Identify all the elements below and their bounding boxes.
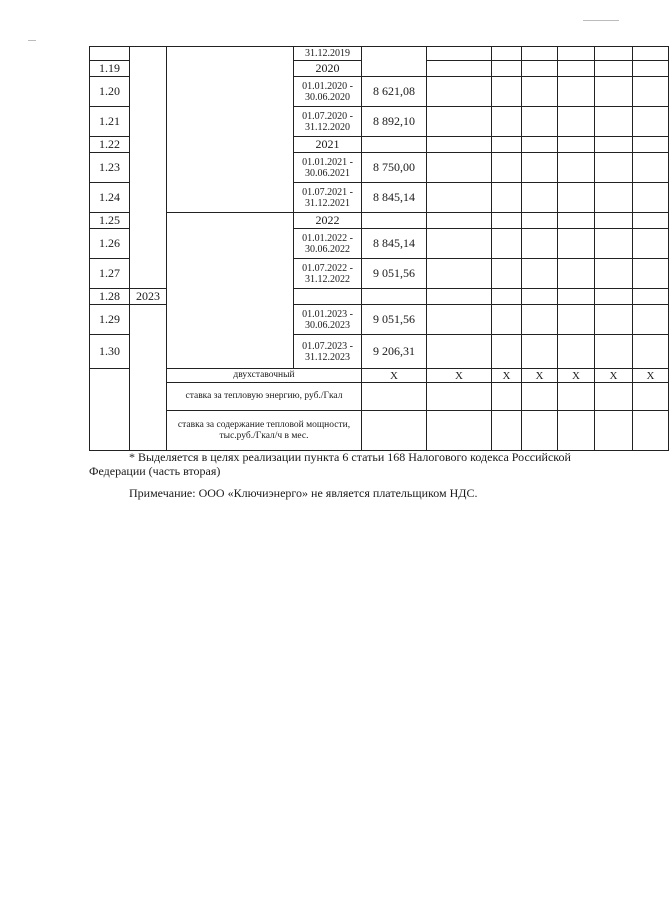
empty-cell <box>558 153 595 183</box>
empty-cell <box>558 305 595 335</box>
price-cell: 9 051,56 <box>362 305 427 335</box>
blank-cell <box>167 47 294 213</box>
year-cell: 2020 <box>294 61 362 77</box>
empty-cell <box>522 77 558 107</box>
notes-block <box>89 450 619 500</box>
empty-cell <box>492 183 522 213</box>
empty-cell <box>595 411 633 451</box>
price-cell: 9 051,56 <box>362 259 427 289</box>
row-number: 1.20 <box>90 77 130 107</box>
empty-cell <box>362 411 427 451</box>
empty-cell <box>522 383 558 411</box>
empty-cell <box>595 183 633 213</box>
period-cell: 01.07.2023 - 31.12.2023 <box>294 335 362 369</box>
table-row <box>90 369 669 383</box>
empty-cell <box>633 77 669 107</box>
empty-cell <box>595 259 633 289</box>
empty-cell <box>558 213 595 229</box>
empty-cell <box>294 289 362 305</box>
empty-cell <box>522 153 558 183</box>
x-mark: Х <box>427 369 492 383</box>
empty-cell <box>427 47 492 61</box>
empty-cell <box>427 411 492 451</box>
empty-cell <box>595 47 633 61</box>
empty-cell <box>427 335 492 369</box>
empty-cell <box>558 229 595 259</box>
empty-cell <box>558 137 595 153</box>
empty-cell <box>595 335 633 369</box>
empty-cell <box>522 335 558 369</box>
empty-cell <box>633 305 669 335</box>
energy-rate-label: ставка за тепловую энергию, руб./Гкал <box>167 383 362 411</box>
x-mark: Х <box>595 369 633 383</box>
blank-cell <box>90 369 130 451</box>
empty-cell <box>558 411 595 451</box>
empty-cell <box>633 137 669 153</box>
empty-cell <box>492 213 522 229</box>
empty-cell <box>362 289 427 305</box>
row-number: 1.23 <box>90 153 130 183</box>
scan-mark <box>28 40 36 41</box>
year-cell: 2021 <box>294 137 362 153</box>
empty-cell <box>558 47 595 61</box>
blank-cell <box>130 47 167 289</box>
row-number: 1.22 <box>90 137 130 153</box>
row-number <box>90 47 130 61</box>
empty-cell <box>362 383 427 411</box>
table-row <box>90 411 669 451</box>
period-cell: 01.01.2020 - 30.06.2020 <box>294 77 362 107</box>
period-cell: 01.01.2023 - 30.06.2023 <box>294 305 362 335</box>
scan-mark <box>583 20 619 21</box>
empty-cell <box>558 335 595 369</box>
empty-cell <box>633 383 669 411</box>
empty-cell <box>522 107 558 137</box>
empty-cell <box>492 411 522 451</box>
empty-cell <box>633 289 669 305</box>
empty-cell <box>427 183 492 213</box>
empty-cell <box>427 107 492 137</box>
x-mark: Х <box>492 369 522 383</box>
year-cell: 2023 <box>130 289 167 305</box>
empty-cell <box>633 47 669 61</box>
period-cell: 01.07.2020 - 31.12.2020 <box>294 107 362 137</box>
empty-cell <box>427 153 492 183</box>
empty-cell <box>595 107 633 137</box>
empty-cell <box>633 259 669 289</box>
row-number: 1.26 <box>90 229 130 259</box>
empty-cell <box>427 383 492 411</box>
empty-cell <box>492 61 522 77</box>
footnote: * Выделяется в целях реализации пункта 6 статьи 168 Налогового кодекса Российской Федерации (часть вторая) <box>89 450 571 478</box>
empty-cell <box>522 305 558 335</box>
empty-cell <box>492 137 522 153</box>
empty-cell <box>427 77 492 107</box>
empty-cell <box>522 183 558 213</box>
empty-cell <box>522 213 558 229</box>
empty-cell <box>427 259 492 289</box>
empty-cell <box>633 153 669 183</box>
empty-cell <box>558 107 595 137</box>
empty-cell <box>427 213 492 229</box>
x-mark: Х <box>558 369 595 383</box>
empty-cell <box>633 183 669 213</box>
row-number: 1.28 <box>90 289 130 305</box>
empty-cell <box>595 61 633 77</box>
row-number: 1.24 <box>90 183 130 213</box>
empty-cell <box>522 229 558 259</box>
empty-cell <box>522 137 558 153</box>
empty-cell <box>492 229 522 259</box>
empty-cell <box>633 229 669 259</box>
row-number: 1.27 <box>90 259 130 289</box>
empty-cell <box>633 107 669 137</box>
empty-cell <box>595 289 633 305</box>
empty-cell <box>522 259 558 289</box>
price-cell: 8 845,14 <box>362 183 427 213</box>
empty-cell <box>558 61 595 77</box>
price-cell: 9 206,31 <box>362 335 427 369</box>
tariff-table <box>89 46 669 451</box>
row-number: 1.30 <box>90 335 130 369</box>
empty-cell <box>633 61 669 77</box>
period-cell: 01.01.2022 - 30.06.2022 <box>294 229 362 259</box>
empty-cell <box>492 335 522 369</box>
two-rate-label: двухставочный <box>167 369 362 383</box>
empty-cell <box>427 137 492 153</box>
empty-cell <box>492 107 522 137</box>
empty-cell <box>595 213 633 229</box>
empty-cell <box>492 383 522 411</box>
row-number: 1.25 <box>90 213 130 229</box>
empty-cell <box>427 61 492 77</box>
empty-cell <box>492 153 522 183</box>
empty-cell <box>595 305 633 335</box>
empty-cell <box>558 183 595 213</box>
empty-cell <box>427 305 492 335</box>
empty-cell <box>522 61 558 77</box>
empty-cell <box>522 47 558 61</box>
empty-cell <box>362 137 427 153</box>
empty-cell <box>558 383 595 411</box>
empty-cell <box>558 259 595 289</box>
period-cell: 01.01.2021 - 30.06.2021 <box>294 153 362 183</box>
blank-cell <box>167 213 294 369</box>
empty-cell <box>595 153 633 183</box>
row-number: 1.29 <box>90 305 130 335</box>
empty-cell <box>362 213 427 229</box>
blank-cell <box>130 305 167 451</box>
empty-cell <box>427 289 492 305</box>
row-number: 1.21 <box>90 107 130 137</box>
empty-cell <box>522 411 558 451</box>
empty-cell <box>492 259 522 289</box>
period-cell: 01.07.2022 - 31.12.2022 <box>294 259 362 289</box>
x-mark: Х <box>362 369 427 383</box>
capacity-rate-label: ставка за содержание тепловой мощности, тыс.руб./Гкал/ч в мес. <box>167 411 362 451</box>
empty-cell <box>492 77 522 107</box>
empty-cell <box>427 229 492 259</box>
empty-cell <box>595 137 633 153</box>
price-cell: 8 845,14 <box>362 229 427 259</box>
period-cell: 01.07.2021 - 31.12.2021 <box>294 183 362 213</box>
empty-cell <box>595 383 633 411</box>
x-mark: Х <box>633 369 669 383</box>
remark: Примечание: ООО «Ключиэнерго» не является плательщиком НДС. <box>129 486 478 500</box>
table-row <box>90 213 669 229</box>
empty-cell <box>558 77 595 107</box>
empty-cell <box>595 229 633 259</box>
table-row <box>90 383 669 411</box>
price-cell: 8 621,08 <box>362 77 427 107</box>
empty-cell <box>362 47 427 77</box>
empty-cell <box>492 47 522 61</box>
empty-cell <box>633 411 669 451</box>
price-cell: 8 892,10 <box>362 107 427 137</box>
empty-cell <box>633 335 669 369</box>
period-cell: 31.12.2019 <box>294 47 362 61</box>
empty-cell <box>558 289 595 305</box>
empty-cell <box>492 289 522 305</box>
empty-cell <box>492 305 522 335</box>
row-number: 1.19 <box>90 61 130 77</box>
price-cell: 8 750,00 <box>362 153 427 183</box>
empty-cell <box>595 77 633 107</box>
empty-cell <box>633 213 669 229</box>
year-cell: 2022 <box>294 213 362 229</box>
table-row <box>90 47 669 61</box>
x-mark: Х <box>522 369 558 383</box>
empty-cell <box>522 289 558 305</box>
